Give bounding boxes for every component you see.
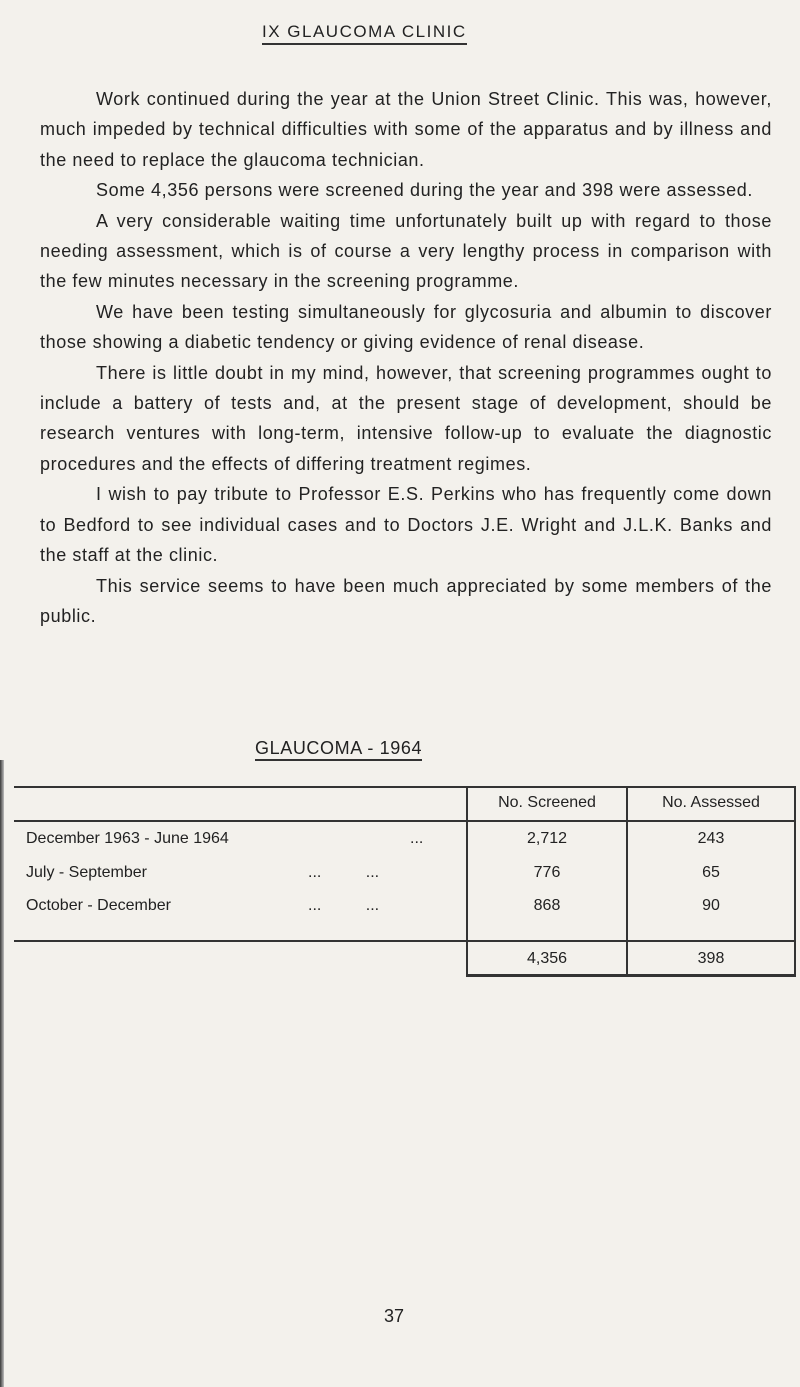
table-top-rule bbox=[14, 786, 796, 788]
paragraph: There is little doubt in my mind, however, that screening programmes ought to include a battery of tests and, at the present stage of development, should be research ventures with long-term, intensive follow-up to evaluate the diagnostic procedures and the effects of differing treatment regimes. bbox=[40, 362, 772, 474]
row-screened: 776 bbox=[533, 864, 561, 881]
page-number: 37 bbox=[384, 1306, 405, 1326]
row-assessed: 65 bbox=[702, 864, 720, 881]
row-dots: ... ... bbox=[308, 864, 380, 881]
row-assessed: 243 bbox=[697, 830, 725, 847]
row-period: October - December bbox=[26, 897, 171, 914]
section-heading: IX GLAUCOMA CLINIC bbox=[262, 22, 467, 45]
header-screened: No. Screened bbox=[498, 794, 596, 811]
paragraph: Some 4,356 persons were screened during the year and 398 were assessed. bbox=[96, 180, 753, 201]
paragraph: A very considerable waiting time unfortunately built up with regard to those needing assessment, which is of course a very lengthy process in comparison with the few minutes necessary in the screening programme. bbox=[40, 210, 772, 292]
glaucoma-table bbox=[14, 786, 796, 1018]
table-title: GLAUCOMA - 1964 bbox=[255, 738, 422, 761]
paragraph: We have been testing simultaneously for glycosuria and albumin to discover those showing a diabetic tendency or giving evidence of renal disease. bbox=[40, 301, 772, 353]
page-edge-shadow bbox=[0, 760, 4, 1387]
table-header-rule bbox=[14, 820, 796, 822]
row-period: December 1963 - June 1964 bbox=[26, 830, 229, 847]
row-assessed: 90 bbox=[702, 897, 720, 914]
total-assessed: 398 bbox=[697, 950, 725, 967]
body-text bbox=[40, 84, 772, 631]
total-screened: 4,356 bbox=[526, 950, 568, 967]
paragraph: Work continued during the year at the Union Street Clinic. This was, however, much impeded by technical difficulties with some of the apparatus and by illness and the need to replace the glaucoma technician. bbox=[40, 89, 772, 170]
paragraph: I wish to pay tribute to Professor E.S. Perkins who has frequently come down to Bedford to see individual cases and to Doctors J.E. Wright and J.L.K. Banks and the staff at the clinic. bbox=[40, 484, 772, 566]
table-bottom-rule bbox=[466, 974, 796, 977]
table-total-rule bbox=[14, 940, 796, 942]
row-dots: ... bbox=[410, 830, 424, 847]
paragraph: This service seems to have been much appreciated by some members of the public. bbox=[40, 575, 772, 626]
row-screened: 2,712 bbox=[526, 830, 568, 847]
row-dots: ... ... bbox=[308, 897, 380, 914]
row-screened: 868 bbox=[533, 897, 561, 914]
table-column-rule bbox=[794, 786, 796, 977]
header-assessed: No. Assessed bbox=[662, 794, 760, 811]
row-period: July - September bbox=[26, 864, 147, 881]
